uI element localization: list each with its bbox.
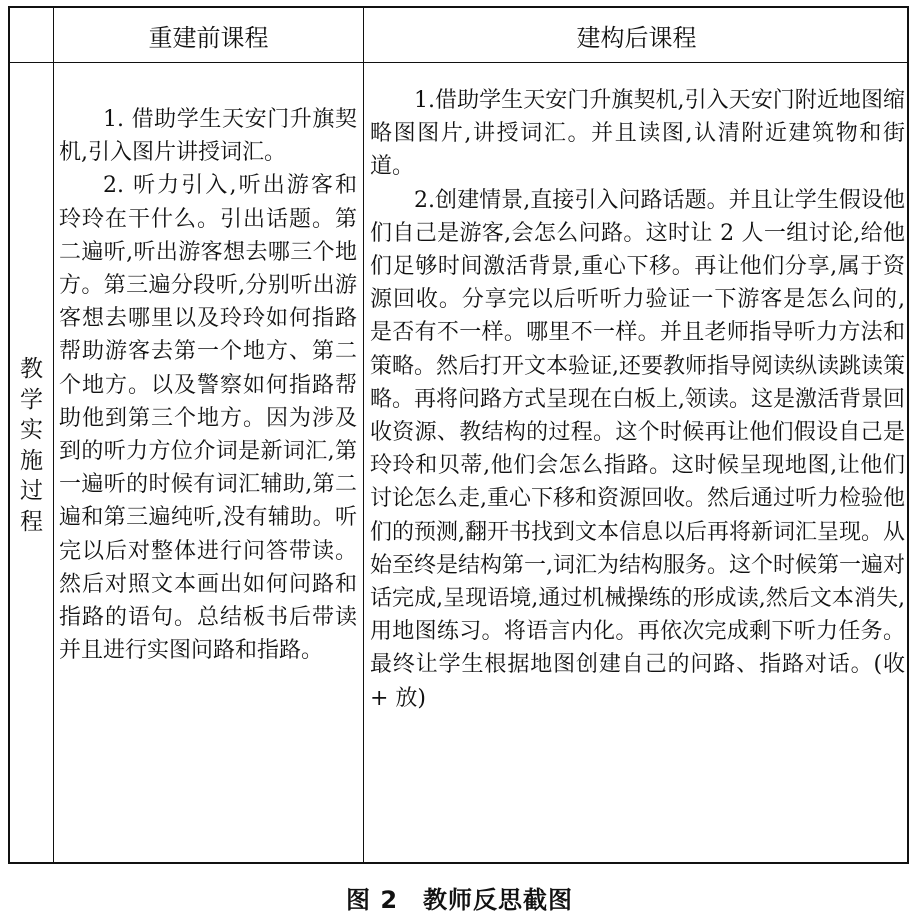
header-divider (10, 62, 907, 63)
header-after: 建构后课程 (576, 23, 697, 52)
after-course-cell (370, 84, 905, 715)
row-label: 教 学 实 施 过 程 (20, 356, 43, 535)
after-paragraph-2: 2.创建情景,直接引入问路话题。并且让学生假设他们自己是游客,会怎么问路。这时让 2 人一组讨论,给他们足够时间激活背景,重心下移。再让他们分享,属于资源回收。分享完以后听听力验证一下游客是怎么问的, 是否有不一样。哪里不一样。并且老师指导听力方法和策略。然后打开文本验证,还要教师指导阅读纵读跳读策略。再将问路方式呈现在白板上,领读。这是激活背景回收资源、教结构的过程。这个时候再让他们假设自己是玲玲和贝蒂,他们会怎么指路。这时候呈现地图,让他们讨论怎么走,重心下移和资源回收。然后通过听力检验他们的预测,翻开书找到文本信息以后再将新词汇呈现。从始至终是结构第一,词汇为结构服务。这个时候第一遍对话完成,呈现语境,通过机械操练的形成读,然后文本消失,用地图练习。将语言内化。再依次完成剩下听力任务。最终让学生根据地图创建自己的问路、指路对话。(收 + 放) (370, 187, 905, 711)
after-paragraph-1: 1.借助学生天安门升旗契机,引入天安门附近地图缩略图图片,讲授词汇。并且读图,认清附近建筑物和街道。 (370, 88, 905, 180)
column-divider (53, 8, 54, 862)
reflection-table (8, 6, 909, 864)
header-before: 重建前课程 (148, 23, 269, 52)
before-course-cell (59, 103, 357, 667)
before-paragraph-1: 1. 借助学生天安门升旗契机,引入图片讲授词汇。 (59, 107, 357, 166)
column-divider (363, 8, 364, 862)
before-paragraph-2: 2. 听力引入,听出游客和玲玲在干什么。引出话题。第二遍听,听出游客想去哪三个地方。第三遍分段听,分别听出游客想去哪里以及玲玲如何指路帮助游客去第一个地方、第二个地方。以及警察如何指路帮助他到第三个地方。因为涉及到的听力方位介词是新词汇,第一遍听的时候有词汇辅助,第二遍和第三遍纯听,没有辅助。听完以后对整体进行问答带读。然后对照文本画出如何问路和指路的语句。总结板书后带读并且进行实图问路和指路。 (59, 173, 357, 664)
figure-caption: 图 2 教师反思截图 (345, 886, 574, 914)
